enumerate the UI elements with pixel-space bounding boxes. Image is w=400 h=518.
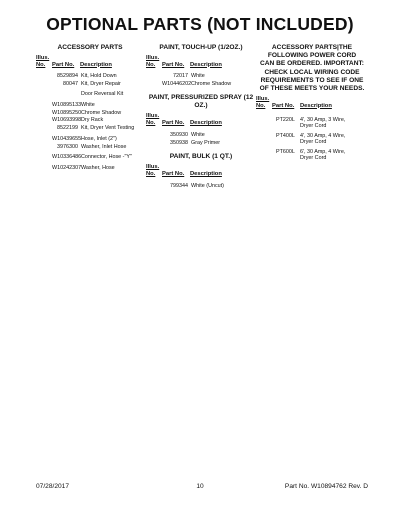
- accessory-parts-section: [36, 44, 144, 171]
- header-no: No.: [146, 61, 156, 68]
- section-title: PAINT, BULK (1 QT.): [169, 153, 233, 161]
- table-header: [36, 55, 144, 68]
- table-header: [146, 55, 256, 68]
- header-description: Description: [80, 61, 112, 68]
- paint-sections: [146, 44, 256, 189]
- table-row: 8522199 Kit, Dryer Vent Testing: [57, 125, 135, 132]
- table-row: W10336486 Connector, Hose -"Y": [52, 154, 132, 160]
- table-row: Door Reversal Kit: [81, 91, 124, 98]
- table-header: [146, 113, 256, 126]
- header-no: No.: [36, 61, 46, 68]
- header-part-no: Part No.: [272, 102, 295, 109]
- header-illus: Illus.: [146, 164, 160, 171]
- section-title: PAINT, PRESSURIZED SPRAY (12 OZ.): [148, 94, 254, 110]
- section-title: PAINT, TOUCH-UP (1/2OZ.): [159, 44, 243, 51]
- header-part-no: Part No.: [52, 61, 75, 68]
- table-header: [256, 96, 368, 109]
- table-row: PT600L 6', 30 Amp, 4 Wire, Dryer Cord: [276, 148, 346, 162]
- section-title: ACCESSORY PARTS: [57, 44, 123, 51]
- footer-page-number: 10: [196, 483, 204, 490]
- table-row: W10895133 White: [52, 101, 95, 108]
- header-part-no: Part No.: [162, 61, 185, 68]
- page-title: OPTIONAL PARTS (NOT INCLUDED): [46, 14, 354, 34]
- header-illus: Illus.: [256, 96, 270, 103]
- table-row: W10895250 Chrome Shadow: [52, 109, 122, 116]
- header-illus: Illus.: [146, 113, 160, 120]
- header-no: No.: [146, 170, 156, 177]
- footer-date: 07/28/2017: [36, 483, 70, 490]
- table-row: W10693998 Dry Rack: [52, 117, 104, 124]
- table-row: 3976300 Washer, Inlet Hose: [57, 143, 127, 150]
- header-description: Description: [190, 119, 222, 126]
- section-title: ACCESSORY PARTS|THE FOLLOWING POWER CORD CAN BE ORDERED. IMPORTANT: CHECK LOCAL WIRING CODE REQUIREMENTS TO SEE IF ONE OF THESE MEETS YOUR NEEDS.: [259, 44, 365, 93]
- footer-part-number: Part No. W10894762 Rev. D: [284, 483, 368, 490]
- table-row: 799344 White (Uncut): [170, 183, 224, 190]
- table-row: W10446202 Chrome Shadow: [162, 80, 232, 87]
- table-header: [146, 164, 256, 177]
- table-row: PT220L 4', 30 Amp, 3 Wire, Dryer Cord: [276, 117, 346, 130]
- header-illus: Illus.: [36, 55, 50, 62]
- table-row: 8529894 Kit, Hold Down: [57, 73, 117, 80]
- table-row: W10242307 Washer, Hose: [52, 164, 115, 171]
- header-illus: Illus.: [146, 55, 160, 62]
- header-no: No.: [256, 102, 266, 109]
- header-description: Description: [300, 102, 332, 109]
- table-row: 80047 Kit, Dryer Repair: [63, 80, 121, 87]
- header-description: Description: [190, 61, 222, 68]
- table-row: 350938 Gray Primer: [170, 140, 221, 147]
- table-row: W10439655 Hose, Inlet (2"): [52, 135, 117, 142]
- header-description: Description: [190, 170, 222, 177]
- table-row: PT400L 4', 30 Amp, 4 Wire, Dryer Cord: [276, 132, 346, 146]
- header-no: No.: [146, 119, 156, 126]
- header-part-no: Part No.: [162, 170, 185, 177]
- table-row: 72017 White: [173, 73, 205, 80]
- header-part-no: Part No.: [162, 119, 185, 126]
- power-cord-section: [256, 44, 368, 161]
- table-row: 350930 White: [170, 132, 205, 139]
